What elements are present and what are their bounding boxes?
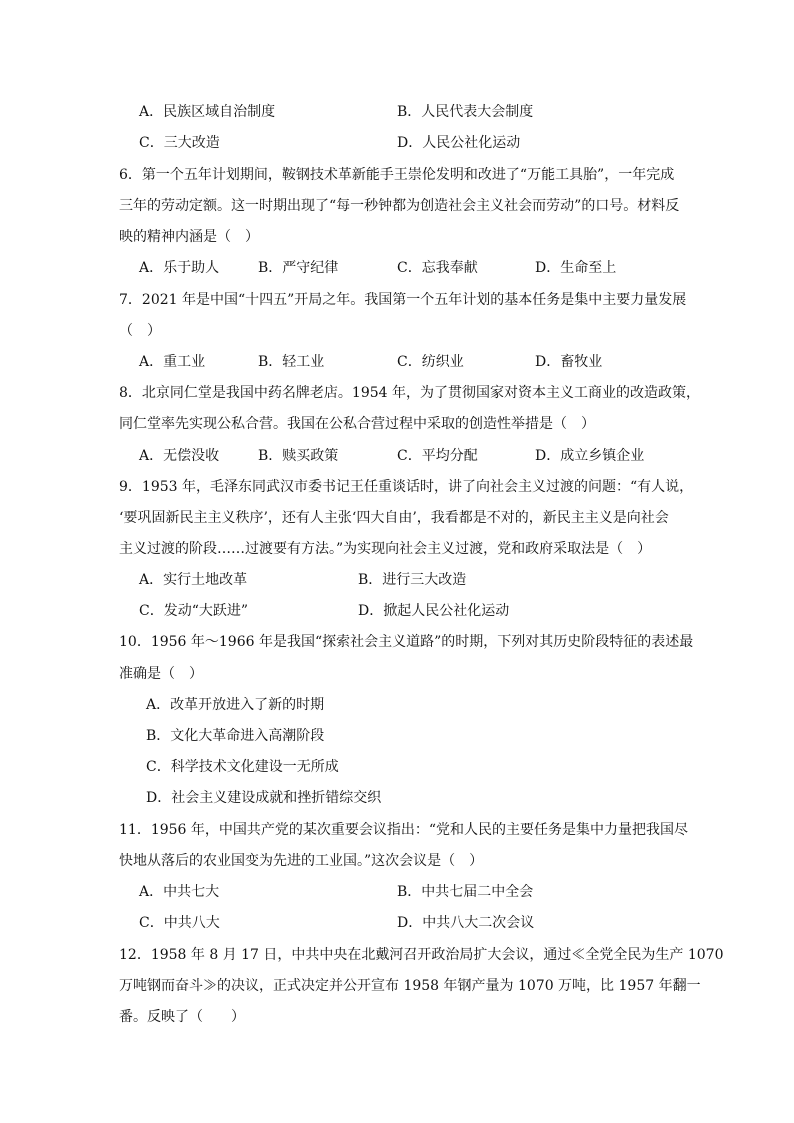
q9-stem-line-3: 主义过渡的阶段……过渡要有方法。”为实现向社会主义过渡，党和政府采取法是（ ） (119, 541, 652, 557)
q10-option-b: B．文化大革命进入高潮阶段 (146, 728, 325, 744)
q7-option-b: B．轻工业 (258, 354, 325, 370)
q10-option-c: C．科学技术文化建设一无所成 (146, 759, 339, 775)
q12-stem-line-2: 万吨钢而奋斗≫的决议，正式决定并公开宣布 1958 年钢产量为 1070 万吨，比 1957 年翻一 (119, 978, 701, 994)
q11-stem-line-2: 快地从落后的农业国变为先进的工业国。”这次会议是（ ） (119, 853, 484, 869)
q6-option-d: D．生命至上 (535, 260, 617, 276)
q7-option-c: C．纺织业 (397, 354, 464, 370)
q7-stem-line-1: 7．2021 年是中国“十四五”开局之年。我国第一个五年计划的基本任务是集中主要力量发展 (119, 292, 687, 308)
q6-stem-line-2: 三年的劳动定额。这一时期出现了“每一秒钟都为创造社会主义社会而劳动”的口号。材料反 (119, 198, 680, 214)
q8-option-a: A．无偿没收 (139, 448, 220, 464)
q10-option-a: A．改革开放进入了新的时期 (146, 697, 325, 713)
q12-stem-line-1: 12．1958 年 8 月 17 日，中共中央在北戴河召开政治局扩大会议，通过≪全党全民为生产 1070 (119, 947, 724, 963)
q10-stem-line-2: 准确是（ ） (119, 666, 203, 682)
q5-option-d: D．人民公社化运动 (397, 135, 521, 151)
q8-stem-line-1: 8．北京同仁堂是我国中药名牌老店。1954 年，为了贯彻国家对资本主义工商业的改造政策， (119, 385, 700, 401)
q10-stem-line-1: 10．1956 年～1966 年是我国“探索社会主义道路”的时期，下列对其历史阶段特征的表述最 (119, 634, 694, 650)
q8-option-c: C．平均分配 (397, 448, 478, 464)
q11-option-d: D．中共八大二次会议 (397, 915, 535, 931)
q6-stem-line-3: 映的精神内涵是（ ） (119, 229, 259, 245)
q6-option-b: B．严守纪律 (258, 260, 339, 276)
q11-stem-line-1: 11．1956 年，中国共产党的某次重要会议指出：“党和人民的主要任务是集中力量把我国尽 (119, 822, 689, 838)
q6-option-a: A．乐于助人 (139, 260, 220, 276)
q9-option-c: C．发动“大跃进” (139, 603, 249, 619)
q9-stem-line-2: ‘要巩固新民主主义秩序’，还有人主张‘四大自由’，我看都是不对的，新民主主义是向社会 (119, 510, 669, 526)
q7-option-d: D．畜牧业 (535, 354, 603, 370)
q6-stem-line-1: 6．第一个五年计划期间，鞍钢技术革新能手王崇伦发明和改进了“万能工具胎”，一年完成 (119, 167, 675, 183)
q8-option-d: D．成立乡镇企业 (535, 448, 645, 464)
q8-stem-line-2: 同仁堂率先实现公私合营。我国在公私合营过程中采取的创造性举措是（ ） (119, 416, 595, 432)
q6-option-c: C．忘我奉献 (397, 260, 478, 276)
q9-option-d: D．掀起人民公社化运动 (358, 603, 510, 619)
q11-option-b: B．中共七届二中全会 (397, 884, 534, 900)
q5-option-a: A．民族区域自治制度 (139, 104, 276, 120)
q12-stem-line-3: 番。反映了（ ） (119, 1009, 245, 1025)
q7-stem-line-2: （ ） (119, 323, 161, 339)
q8-option-b: B．赎买政策 (258, 448, 339, 464)
q11-option-a: A．中共七大 (139, 884, 220, 900)
q7-option-a: A．重工业 (139, 354, 206, 370)
q11-option-c: C．中共八大 (139, 915, 220, 931)
q5-option-c: C．三大改造 (139, 135, 220, 151)
q9-stem-line-1: 9．1953 年，毛泽东同武汉市委书记王任重谈话时，讲了向社会主义过渡的问题：“有人说， (119, 479, 694, 495)
q9-option-b: B．进行三大改造 (358, 572, 467, 588)
q9-option-a: A．实行土地改革 (139, 572, 248, 588)
q10-option-d: D．社会主义建设成就和挫折错综交织 (146, 790, 382, 806)
q5-option-b: B．人民代表大会制度 (397, 104, 534, 120)
